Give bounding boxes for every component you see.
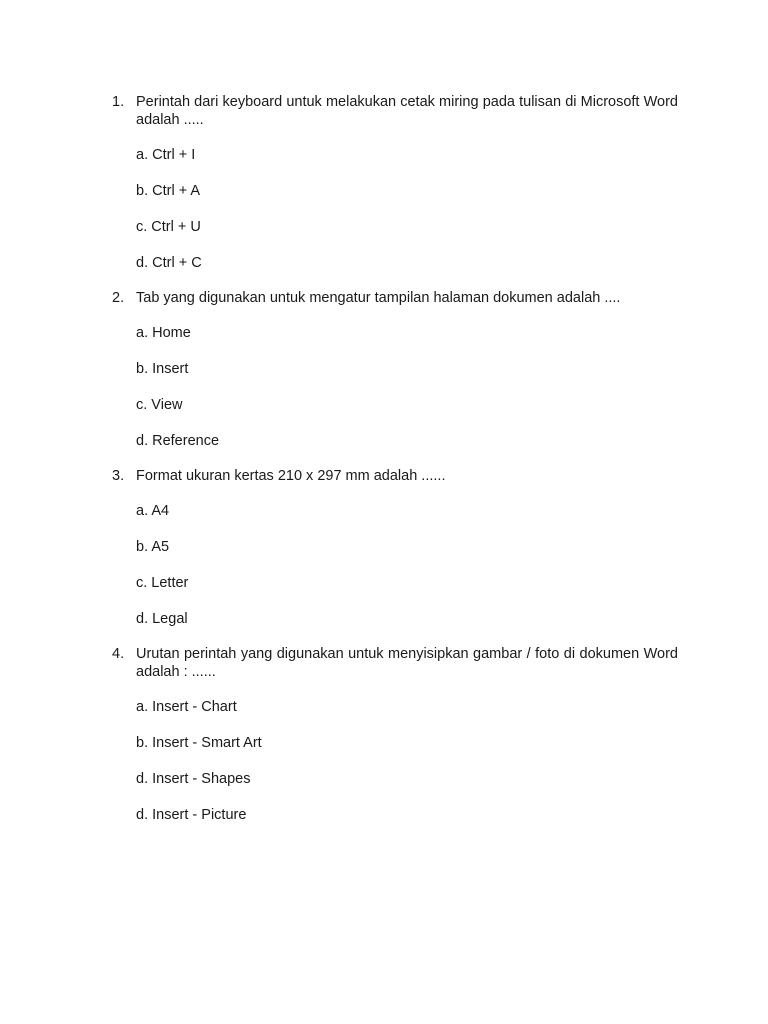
question-number: 2.: [112, 290, 125, 306]
question-row: [112, 645, 678, 681]
option-b: b. Insert: [136, 361, 189, 377]
option-c: c. Ctrl + U: [136, 219, 201, 235]
question-text: Perintah dari keyboard untuk melakukan cetak miring pada tulisan di Microsoft Word adalah .....: [136, 94, 678, 128]
option-list: [136, 502, 678, 628]
option-d: d. Ctrl + C: [136, 255, 202, 271]
option-a: a. A4: [136, 503, 170, 519]
question-text: Tab yang digunakan untuk mengatur tampilan halaman dokumen adalah ....: [136, 290, 621, 306]
question-text: Format ukuran kertas 210 x 297 mm adalah ......: [136, 468, 446, 484]
option-c: c. Letter: [136, 575, 189, 591]
option-d: d. Insert - Picture: [136, 807, 247, 823]
option-b: b. Insert - Smart Art: [136, 735, 262, 751]
option-c: c. View: [136, 397, 183, 413]
option-list: [136, 698, 678, 824]
question-text: Urutan perintah yang digunakan untuk menyisipkan gambar / foto di dokumen Word adalah : ......: [136, 646, 678, 680]
option-a: a. Home: [136, 325, 191, 341]
question-row: [112, 467, 678, 485]
option-a: a. Insert - Chart: [136, 699, 237, 715]
question-3: [112, 467, 678, 628]
option-list: [136, 324, 678, 450]
question-1: [112, 93, 678, 272]
option-c: d. Insert - Shapes: [136, 771, 251, 787]
option-d: d. Legal: [136, 611, 188, 627]
question-number: 4.: [112, 646, 125, 662]
option-b: b. A5: [136, 539, 170, 555]
question-2: [112, 289, 678, 450]
option-a: a. Ctrl + I: [136, 147, 196, 163]
question-row: [112, 93, 678, 129]
question-number: 3.: [112, 468, 125, 484]
option-d: d. Reference: [136, 433, 220, 449]
option-b: b. Ctrl + A: [136, 183, 201, 199]
option-list: [136, 146, 678, 272]
question-row: [112, 289, 678, 307]
question-list: [112, 93, 678, 841]
question-number: 1.: [112, 94, 125, 110]
question-4: [112, 645, 678, 824]
